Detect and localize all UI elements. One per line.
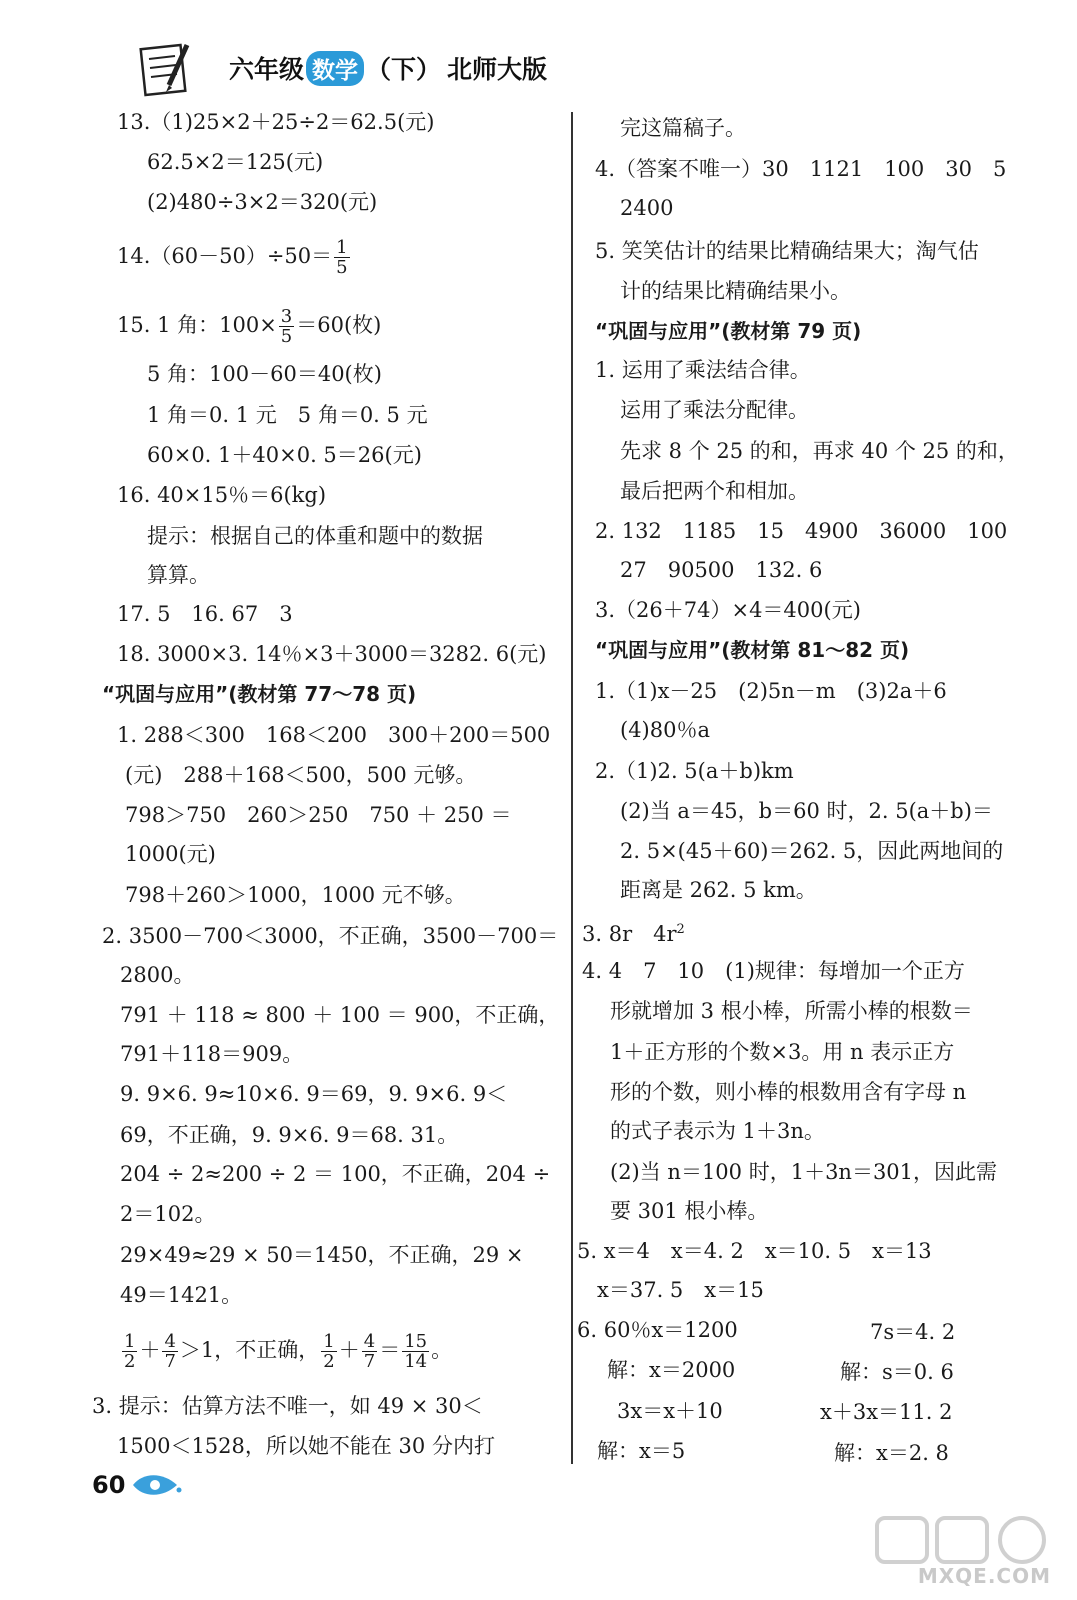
answer-line: 1000(元)	[125, 842, 216, 866]
fraction: $\frac{3}{5}$	[280, 306, 293, 347]
page-number: 60	[92, 1471, 126, 1499]
answer-line: 7s＝4. 2	[870, 1320, 956, 1344]
answer-line: 3. 8r $4r^2$	[582, 922, 685, 946]
answer-line: 解：x＝5	[597, 1439, 686, 1463]
page-ornament-icon	[129, 1470, 183, 1500]
answer-line: 60×0. 1＋40×0. 5＝26(元)	[147, 443, 422, 467]
answer-line: 798＋260＞1000，1000 元不够。	[125, 883, 466, 907]
answer-line: 18. 3000×3. 14％×3＋3000＝3282. 6(元)	[117, 642, 547, 666]
answer-line: (2)480÷3×2＝320(元)	[147, 190, 378, 214]
answer-line: 距离是 262. 5 km。	[620, 878, 817, 902]
section-heading: “巩固与应用”(教材第 81～82 页)	[595, 638, 910, 662]
answer-line: 49＝1421。	[120, 1283, 243, 1307]
answer-line: 4.（答案不唯一）30 1121 100 30 5	[595, 157, 1007, 181]
answer-line: 9. 9×6. 9≈10×6. 9＝69，9. 9×6. 9＜	[120, 1082, 508, 1106]
answer-line: 解：x＝2000	[607, 1358, 736, 1382]
answer-line: 27 90500 132. 6	[620, 558, 823, 582]
answer-line: 3. 提示：估算方法不唯一，如 49 × 30＜	[92, 1394, 483, 1418]
answer-line: 解：s＝0. 6	[840, 1360, 954, 1384]
answer-line: 1＋正方形的个数×3。用 n 表示正方	[610, 1040, 955, 1064]
answer-line: 6. 60％x＝1200	[577, 1318, 738, 1342]
answer-line: 2. 5×(45＋60)＝262. 5，因此两地间的	[620, 839, 1004, 863]
answer-line: 要 301 根小棒。	[610, 1199, 769, 1223]
watermark-logo-icon	[867, 1512, 1057, 1572]
answer-line: 16. 40×15％＝6(kg)	[117, 483, 327, 507]
answer-line: 1. 288＜300 168＜200 300＋200＝500	[117, 723, 551, 747]
answer-line: 69，不正确，9. 9×6. 9＝68. 31。	[120, 1123, 459, 1147]
answer-line: 计的结果比精确结果小。	[620, 279, 851, 303]
column-divider	[571, 112, 573, 1464]
subject-badge: 数学	[306, 51, 364, 86]
section-heading: “巩固与应用”(教材第 77～78 页)	[102, 682, 417, 706]
answer-line: 2400	[620, 196, 674, 220]
answer-line: 4. 4 7 10 (1)规律：每增加一个正方	[582, 959, 965, 983]
answer-line: 14.（60－50）÷50＝ $\frac{1}{5}$	[117, 237, 348, 278]
answer-line: 791＋118＝909。	[120, 1042, 304, 1066]
answer-line: 3.（26＋74）×4＝400(元)	[595, 598, 861, 622]
answer-line: (元) 288＋168＜500，500 元够。	[125, 763, 477, 787]
answer-line: 提示：根据自己的体重和题中的数据	[147, 524, 483, 548]
answer-line: 解：x＝2. 8	[834, 1441, 949, 1465]
answer-line: (2)当 n＝100 时，1＋3n＝301，因此需	[610, 1160, 998, 1184]
answer-line: 2. 3500－700＜3000，不正确，3500－700＝	[102, 924, 559, 948]
page-header	[135, 38, 695, 98]
answer-line: 完这篇稿子。	[620, 116, 746, 140]
watermark-text: MXQE.COM	[917, 1564, 1051, 1588]
fraction: $\frac{1}{2}$	[124, 1331, 136, 1372]
answer-line: x＝37. 5 x＝15	[597, 1278, 764, 1302]
fraction: $\frac{4}{7}$	[363, 1331, 376, 1372]
answer-line: 15. 1 角：100× $\frac{3}{5}$ ＝60(枚)	[117, 306, 382, 347]
answer-line: 5. x＝4 x＝4. 2 x＝10. 5 x＝13	[577, 1239, 932, 1263]
answer-line: (2)当 a＝45，b＝60 时，2. 5(a＋b)＝	[620, 799, 993, 823]
answer-line: 17. 5 16. 67 3	[117, 602, 293, 626]
grade-label: 六年级	[229, 55, 305, 84]
answer-line: 最后把两个和相加。	[620, 479, 809, 503]
volume-label: （下）	[366, 55, 442, 84]
answer-line: 5 角：100－60＝40(枚)	[147, 362, 382, 386]
notebook-pencil-icon	[135, 39, 201, 97]
watermark	[867, 1512, 1057, 1592]
answer-line: 1. 运用了乘法结合律。	[595, 358, 811, 382]
answer-line: 2800。	[120, 963, 195, 987]
answer-line: 1 角＝0. 1 元 5 角＝0. 5 元	[147, 403, 428, 427]
page-footer	[92, 1470, 183, 1500]
fraction: $\frac{4}{7}$	[164, 1331, 176, 1372]
answer-line: 形就增加 3 根小棒，所需小棒的根数＝	[610, 999, 973, 1023]
answer-line: 13.（1)25×2＋25÷2＝62.5(元)	[117, 110, 435, 134]
fraction: $\frac{1}{2}$	[323, 1331, 335, 1372]
answer-line: 先求 8 个 25 的和，再求 40 个 25 的和，	[620, 439, 1019, 463]
edition-label: 北师大版	[447, 55, 548, 84]
answer-line: 791 ＋ 118 ≈ 800 ＋ 100 ＝ 900，不正确，	[120, 1003, 560, 1027]
section-heading: “巩固与应用”(教材第 79 页)	[595, 319, 862, 343]
answer-line: x＋3x＝11. 2	[820, 1400, 953, 1424]
answer-line: 3x＝x＋10	[617, 1399, 723, 1423]
fraction: $\frac{1}{5}$	[336, 237, 348, 278]
answer-line: 的式子表示为 1＋3n。	[610, 1119, 825, 1143]
answer-line: 形的个数，则小棒的根数用含有字母 n	[610, 1080, 967, 1104]
answer-line: 62.5×2＝125(元)	[147, 150, 324, 174]
answer-line: (4)80％a	[620, 718, 710, 742]
answer-line: 算算。	[147, 563, 210, 587]
answer-line: 1500＜1528，所以她不能在 30 分内打	[117, 1434, 495, 1458]
answer-line: $\frac{1}{2}$ ＋ $\frac{4}{7}$ ＞1，不正确， $\frac{1}{2}$ ＋ $\frac{4}{7}$ ＝ $\frac{15}{14}$ 。	[124, 1331, 453, 1372]
answer-line: 运用了乘法分配律。	[620, 398, 809, 422]
answer-line: 204 ÷ 2≈200 ÷ 2 ＝ 100，不正确，204 ÷	[120, 1162, 551, 1186]
answer-line: 2. 132 1185 15 4900 36000 100	[595, 519, 1008, 543]
answer-line: 798＞750 260＞250 750 ＋ 250 ＝	[125, 803, 512, 827]
fraction: $\frac{15}{14}$	[404, 1331, 428, 1372]
answer-line: 1.（1)x－25 (2)5n－m (3)2a＋6	[595, 679, 947, 703]
answer-line: 2.（1)2. 5(a＋b)km	[595, 759, 794, 783]
answer-line: 2＝102。	[120, 1202, 216, 1226]
answer-line: 29×49≈29 × 50＝1450，不正确，29 ×	[120, 1243, 524, 1267]
answer-line: 5. 笑笑估计的结果比精确结果大；淘气估	[595, 239, 979, 263]
book-title	[229, 50, 547, 86]
